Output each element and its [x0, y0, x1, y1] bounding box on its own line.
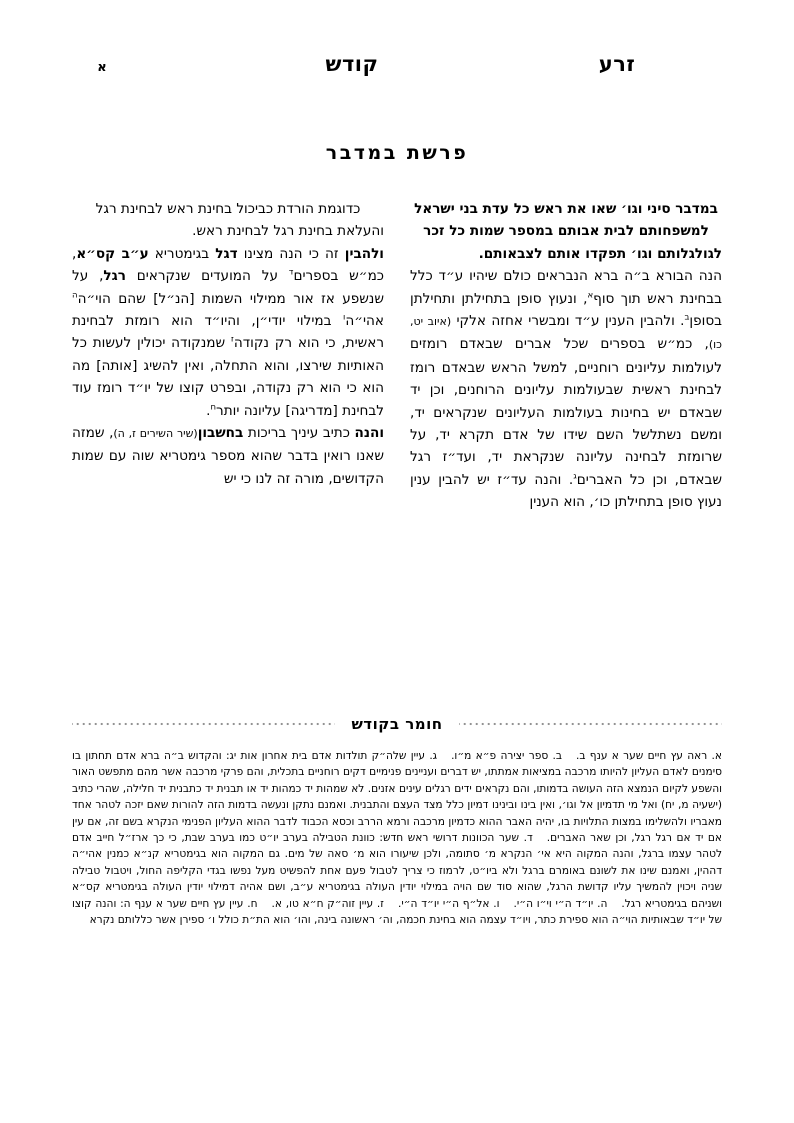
folio-number: א [97, 60, 107, 75]
footnote-ref-b[interactable]: ב [684, 312, 690, 323]
commentary-text [72, 748, 722, 928]
paragraph-right-1 [410, 265, 722, 513]
text-run: אהי״ה [345, 313, 384, 330]
column-right [410, 198, 722, 698]
highlighted-gematria-value: ע״ב קס״א [76, 245, 149, 262]
paragraph-opening-word: והנה [354, 425, 385, 442]
footnote-ref-a[interactable]: א [587, 290, 594, 301]
text-run: זה כי הנה מצינו [237, 245, 345, 262]
source-citation: (איוב יט, כו) [410, 315, 722, 352]
text-run: , על שנשפע אז אור ממילוי השמות [הנ״ל] שהם הוי״ה [72, 268, 384, 307]
footnote-entry-a: א. ראה עץ חיים שער א ענף ב. [576, 750, 722, 762]
footnote-ref-h[interactable]: ה [72, 290, 78, 301]
footnote-entry-v: ו. אל״ף ה״י יו״ד ה״י. [397, 897, 500, 910]
paragraph-left-1: כדוגמת הורדת כביכול בחינת ראש לבחינת רגל והעלאת בחינת רגל לבחינת ראש. [95, 201, 384, 240]
text-run: הנה הבורא ב״ה ברא הנבראים כולם שיהיו ע״ד כלל בבחינת ראש תוך סוף [410, 268, 722, 307]
footnote-entry-d: ד. שער הכוונות דרושי ראש חדש: כוונת הטבילה בערב יו״ט כמו בערב שבת, כי כך ארז״ל חייב אדם לטהר עצמו ברגל, והנה המקוה היא אי׳ הנקרא מ׳ סתומה, ולכן שיעורו הוא מ׳ סאה של מים. גם המקוה הוא בגימטריא קנ״א כמנין אהי״ה דההין, ואמנם שינו את לשונם באומרם ברגל ולא ביו״ט, לרמוז כי צריך לטבול פעם אחת להפשיט מעל נפשו בגדי הקליפה החול, ויטבול טבילה שניה ויכוין להמשיך עליו קדושת הרגל, שהוא סוד שם הויה במילוי יודין העולה בגימטריא ע״ב, ושם אהיה דמילוי יודין העולה בגימטריא קס״א ושניהם בגימטריא רגל. [72, 832, 722, 910]
text-run: על המועדים שנקראים [125, 268, 289, 285]
paragraph-left-3 [72, 422, 384, 490]
source-citation: (שיר השירים ז, ה) [113, 427, 198, 441]
footnote-ref-g[interactable]: ג [573, 471, 577, 482]
running-head-right-title: זרע [598, 52, 636, 76]
highlighted-word-degel: דגל [215, 245, 238, 262]
footnote-entry-g: ג. עיין שלה״ק תולדות אדם בית אחרון אות יג: והקדוש ב״ה ברא אדם תחתון בו סימנים לאדם העליון להיותו מרכבה במציאות אמתתו, יש דברים ועניינים פנימיים דקים רוחניים בתכלית, והם פרקי מרכבה אשר מהם מתפשט האור והשפע לקיום הנמצא הזה העושה בדמותו, והם נקראים ידים רגלים עינים אזנים. לא שמהות יד כמהות יד או תבנית יד כתבנית יד חלילה, שהרי כתיב (ישעיה מ, יח) ואל מי תדמיון אל וגו׳, ואין בינו ובינינו דמיון כלל מצד העצם והתבנית. ואמנם נתקן ונעשה בדמות הזה להורות שאם יזכה לטהר אחד מאבריו ולהשלימו במצות התלויות בו, יהיה האבר ההוא כדמיון מרכבה ורמא הררב וכסא הכבוד לדבר ההוא העליון הפנימי הנקרא בשם זה, אם עין אם יד אם רגל רגל, וכן שאר האברים. [72, 750, 722, 845]
text-run: . והנה עד״ז יש להבין ענין נעוץ סופן בתחילתן כו׳, הוא הענין [410, 471, 722, 511]
text-run: . [206, 402, 211, 419]
divider-dots-left [72, 719, 335, 729]
text-run: בגימטריא [148, 245, 216, 262]
paragraph-opening-word: ולהבין [344, 245, 384, 262]
footnote-ref-z[interactable]: ז [230, 334, 234, 345]
text-run: כתיב עיניך בריכות [243, 425, 355, 442]
commentary-block [72, 748, 722, 928]
text-run: , כמ״ש בספרים [72, 245, 384, 285]
main-body-columns [72, 198, 722, 698]
parasha-title: פרשת במדבר [325, 142, 469, 164]
footnote-ref-v[interactable]: ו [343, 312, 346, 323]
paragraph-left-2 [72, 243, 384, 422]
footnote-entry-z: ז. עיין זוה״ק ח״א טו, א. [271, 897, 384, 910]
running-head-center-title: קודש [325, 52, 379, 76]
highlighted-word-regel: רגל [103, 268, 126, 285]
verse-quote: במדבר סיני וגו׳ שאו את ראש כל עדת בני ישראל למשפחותם לבית אבותם במספר שמות כל זכר לגולגלותם וגו׳ תפקדו אותם לצבאותם. [414, 201, 722, 262]
commentary-divider [72, 712, 722, 736]
column-left [72, 198, 384, 698]
commentary-section-title: חומר בקודש [351, 715, 443, 733]
text-run: . ולהבין הענין ע״ד ומבשרי אחזה אלקי [451, 313, 685, 330]
text-run: שמנקודה יכולין לעשות כל האותיות שירצו, והוא התחלה, ואין להשיג [אותה] מה הוא כי הוא רק נקודה, ובפרט קוצו של יו״ד רומז עוד לבחינת [מדריגה] עליונה יותר [72, 335, 384, 419]
footnote-ref-d[interactable]: ד [288, 267, 294, 278]
footnote-ref-ch[interactable]: ח [210, 402, 217, 413]
text-run: , כמ״ש בספרים שכל אברים שבאדם רומזים לעולמות עליונים רוחניים, למשל הראש שבאדם רומז לבחינת ראשית שבעולמות עליונים הרוחנים, וכן יד שבאדם יש בחינות בעולמות העליונים שנקראים יד, ומשם נשתלשל השם שידו של אדם תקרא יד, על שרומזת לבחינה עליונה שנקראת יד, ועד״ז רגל שבאדם, וכן כל האברים [410, 336, 723, 488]
footnote-entry-b: ב. ספר יצירה פ״א מ״ו. [451, 750, 562, 762]
running-head [72, 52, 722, 86]
divider-dots-right [459, 719, 722, 729]
text-run: במילוי יודי״ן, והיו״ד הוא רומזת לבחינת ראשית, כי הוא רק נקודה [72, 313, 385, 352]
highlighted-word-bcheshbon: בחשבון [197, 425, 244, 442]
text-run: , שמזה שאנו רואין בדבר שהוא מספר גימטריא שוה עם שמות הקדושים, מורה זה לנו כי יש [72, 425, 384, 487]
footnote-entry-h: ה. יו״ד ה״י וי״ו ה״י. [513, 897, 608, 910]
text-run: , ונעוץ סופן בתחילתן ותחילתן בסופן [410, 290, 722, 330]
footnote-entry-ch: ח. עיין עץ חיים שער א ענף ה: והנה קוצו של יו״ד שבאותיות הוי״ה הוא ספירת כתר, ויו״ד עצמה הוא בחינת חכמה, וה׳ ראשונה בינה, והו׳ הוא הת״ת כולל ו׳ ספירן אשר כללותם נקרא [72, 897, 722, 927]
